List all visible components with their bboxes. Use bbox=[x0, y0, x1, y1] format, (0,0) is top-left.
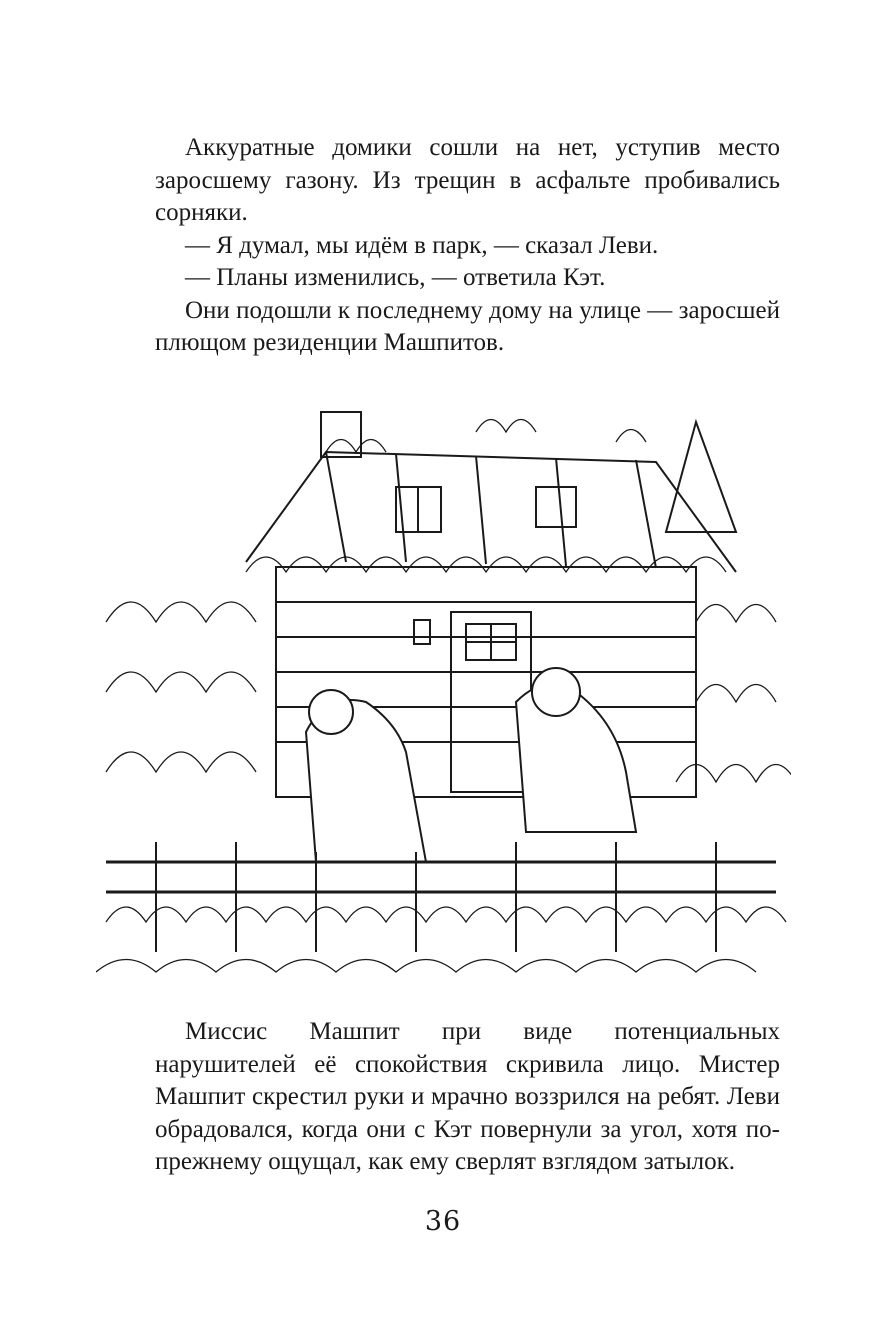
top-text-block bbox=[155, 132, 780, 360]
fence bbox=[106, 862, 776, 892]
tower-roof bbox=[666, 422, 736, 532]
paragraph: Они подошли к последнему дому на улице — заросшей плющом резиденции Машпитов. bbox=[155, 296, 780, 356]
page-number: 36 bbox=[424, 1206, 462, 1237]
roof-outline bbox=[246, 452, 736, 572]
house-drawing bbox=[96, 392, 791, 984]
paragraph: Аккуратные домики сошли на нет, уступив место заросшему газону. Из трещин в асфальте пробивались сорняки. bbox=[155, 134, 780, 226]
paragraph: — Я думал, мы идём в парк, — сказал Леви. bbox=[185, 231, 659, 259]
lantern bbox=[414, 620, 430, 644]
bottom-text-block bbox=[155, 1016, 780, 1179]
dormer-window bbox=[536, 487, 576, 527]
paragraph: — Планы изменились, — ответила Кэт. bbox=[185, 264, 606, 291]
illustration-ivy-house bbox=[96, 392, 791, 984]
paragraph: Миссис Машпит при виде потенциальных нарушителей её спокойствия скривила лицо. Мистер Машпит скрестил руки и мрачно воззрился на ребят. Леви обрадовался, когда они с Кэт повернули за угол, хотя по-прежнему ощущал, как ему сверлят взглядом затылок. bbox=[155, 1018, 780, 1175]
ivy-foliage bbox=[96, 420, 791, 973]
